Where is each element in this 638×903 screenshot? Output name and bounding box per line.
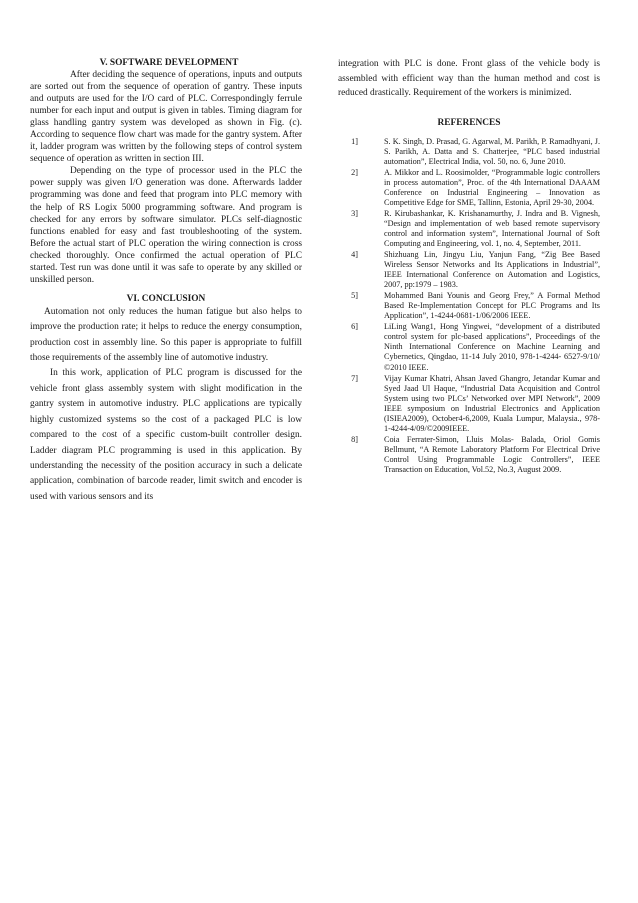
paragraph: In this work, application of PLC program is discussed for the vehicle front glass assembly system with slight modification in the gantry system in automotive industry. PLC applications are typically highly customized systems so the cost of a packaged PLC is low compared to the cost of a specific custom-built controller design. Ladder diagram PLC programming is used in this application. By understanding the necessity of the position accuracy in such a delicate application, combination of barcode reader, limit switch and encoder is used with various sensors and its xyxy=(30,368,302,502)
reference-item xyxy=(338,250,600,290)
reference-text: LiLing Wang1, Hong Yingwei, “development of a distributed control system for plc-based applications”, Proceedings of the Ninth International Conference on Machine Learning and Cybernetics, Qingdao, 11-14 July 2010, 978-1-4244- 6527-9/10/©2010 IEEE. xyxy=(384,322,600,372)
reference-item xyxy=(338,291,600,321)
reference-text: Vijay Kumar Khatri, Ahsan Javed Ghangro, Jetandar Kumar and Syed Jaad Ul Haque, “Industrial Data Acquisition and Control System using two PLCs’ Networked over MPI Network”, 2009 IEEE symposium on Industrial Electronics and Application (ISIEA2009), October4-6,2009, Kuala Lumpur, Malaysia., 978-1-4244-4/09/©2009IEEE. xyxy=(384,373,600,433)
reference-item xyxy=(338,168,600,208)
paragraph: Automation not only reduces the human fatigue but also helps to improve the production rate; it helps to reduce the energy consumption, production cost in assembly line. So this paper is appropriate to fulfill those requirements of the assembly line of automotive industry. xyxy=(30,306,302,364)
reference-number: 5] xyxy=(351,291,358,301)
reference-number: 4] xyxy=(351,250,358,260)
reference-number: 6] xyxy=(351,322,358,332)
paragraph: Depending on the type of processor used in the PLC the power supply was given I/O generation was done. Afterwards ladder programming was done and feed that program into PLC memory with the help of RS Logix 5000 programming software. And program is checked for any errors by software simulator. PLCs self-diagnostic functions enabled for easy and fast troubleshooting of the system. Before the actual start of PLC operation the wiring connection is cross checked thoroughly. Once confirmed the actual operation of PLC started. Test run was done until it was safe to operate by any skilled or unskilled person. xyxy=(30,166,302,285)
reference-number: 8] xyxy=(351,434,358,444)
reference-text: Shizhuang Lin, Jingyu Liu, Yanjun Fang, “Zig Bee Based Wireless Sensor Networks and Its Applications in Industrial”, IEEE International Conference on Automation and Logistics, 2007, pp:1979 – 1983. xyxy=(384,250,600,290)
right-column xyxy=(338,57,600,476)
paragraph-continuation: integration with PLC is done. Front glass of the vehicle body is assembled with efficient way than the human method and cost is reduced drastically. Requirement of the workers is minimized. xyxy=(338,59,600,98)
reference-item xyxy=(338,137,600,167)
section-title-software-development: V. SOFTWARE DEVELOPMENT xyxy=(99,58,239,68)
references-title: REFERENCES xyxy=(437,117,501,128)
reference-text: A. Mikkor and L. Roosimolder, “Programmable logic controllers in process automation”, Proc. of the 4th International DAAAM Conference on Industrial Engineering – Innovation as Competitive Edge for SME, Tallinn, Estonia, April 29-30, 2004. xyxy=(384,167,600,207)
reference-item xyxy=(338,435,600,475)
reference-text: Coia Ferrater-Simon, Lluis Molas- Balada, Oriol Gomis Bellmunt, “A Remote Laboratory Platform For Electrical Drive Control Using Programmable Logic Controllers”, IEEE Transaction on Education, Vol.52, No.3, August 2009. xyxy=(384,434,600,474)
reference-text: S. K. Singh, D. Prasad, G. Agarwal, M. Parikh, P. Ramadhyani, J. S. Parikh, A. Datta and S. Chatterjee, “PLC based industrial automation”, Electrical India, vol. 50, no. 6, June 2010. xyxy=(384,136,600,166)
reference-text: R. Kirubashankar, K. Krishanamurthy, J. Indra and B. Vignesh, “Design and implementation of web based remote supervisory control and information system”, International Journal of Soft Computing and Engineering, vol. 1, no. 4, September, 2011. xyxy=(384,208,600,248)
reference-item xyxy=(338,374,600,434)
paragraph: After deciding the sequence of operations, inputs and outputs are sorted out from the sequence of operation of gantry. These inputs and outputs are used for the I/O card of PLC. Correspondingly ferrule number for each input and output is given in tables. Timing diagram for glass handling gantry system was developed as shown in Fig. (c). According to sequence flow chart was made for the gantry system. After it, ladder program was written by the following steps of control system sequence of operation as written in section III. xyxy=(30,70,302,165)
reference-number: 7] xyxy=(351,373,358,383)
reference-number: 3] xyxy=(351,208,358,218)
reference-number: 1] xyxy=(351,136,358,146)
section-title-conclusion: VI. CONCLUSION xyxy=(126,293,206,304)
reference-item xyxy=(338,322,600,372)
reference-number: 2] xyxy=(351,167,358,177)
reference-item xyxy=(338,209,600,249)
left-column xyxy=(30,57,302,505)
references-list xyxy=(338,137,600,476)
reference-text: Mohammed Bani Younis and Georg Frey,” A Formal Method Based Re-Implementation Concept for PLC Programs and Its Application”, 1-4244-0681-1/06/2006 IEEE. xyxy=(384,291,600,321)
